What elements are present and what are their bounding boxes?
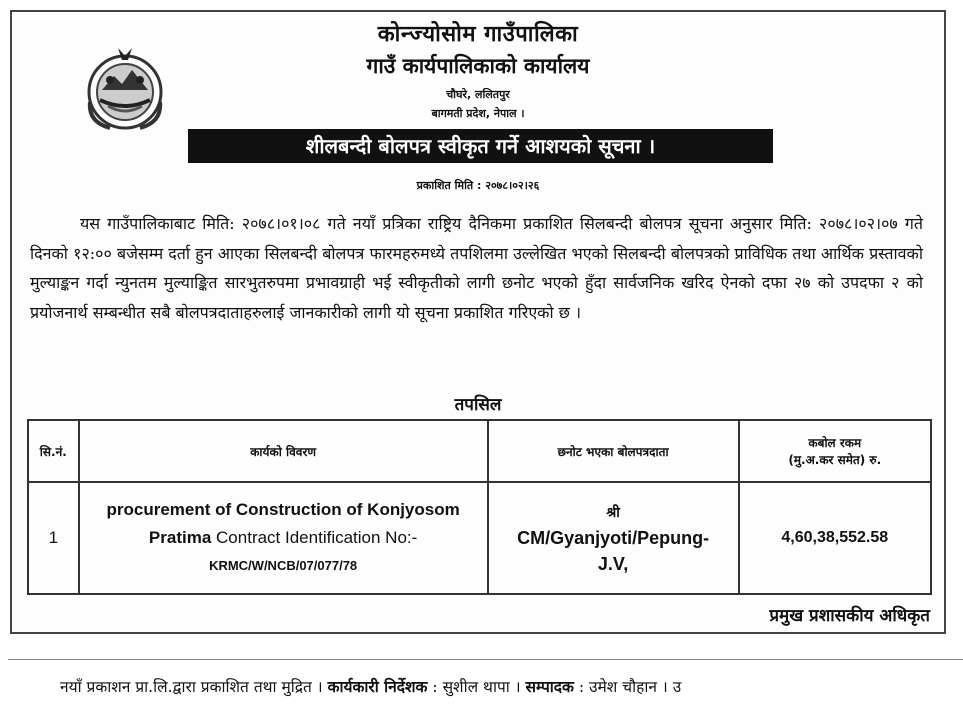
header-amount [739,420,931,482]
bidder-line1: CM/Gyanjyoti/Pepung- [517,528,710,548]
signature-title: प्रमुख प्रशासकीय अधिकृत [769,606,930,626]
footer-sep-2: : [578,678,585,696]
footer-publisher: नयाँ प्रकाशन प्रा.लि.द्वारा प्रकाशित तथा मुद्रित । [60,678,323,696]
footer-tail: उ [672,678,682,696]
footer-director-label: कार्यकारी निर्देशक [327,678,428,696]
footer-divider [8,659,963,660]
description-contract-id: KRMC/W/NCB/07/077/78 [209,558,358,573]
header-amount-line2: (मु.अ.कर समेत) रु. [788,453,882,467]
cell-sn: 1 [28,482,79,594]
footer-sep-1: : [432,678,438,696]
cell-amount: 4,60,38,552.58 [739,482,931,594]
notice-title: शीलबन्दी बोलपत्र स्वीकृत गर्ने आशयको सूचना । [188,129,773,163]
award-table [27,419,932,595]
description-contract-id-label: Contract Identification No:- [216,528,418,547]
description-pratima: Pratima [148,528,212,547]
municipality-name: कोन्ज्योसोम गाउँपालिका [377,22,579,47]
table-header-row [28,420,931,482]
header-description: कार्यको विवरण [79,420,488,482]
table-caption: तपसिल [454,395,502,415]
bidder-prefix: श्री [606,504,620,520]
header-bidder: छनोट भएका बोलपत्रदाता [488,420,739,482]
header-amount-line1: कबोल रकम [808,436,862,450]
footer-director-name: सुशील थापा । [442,678,521,696]
public-notice [10,10,946,634]
address-line-2: बागमती प्रदेश, नेपाल । [431,107,525,120]
footer-editor-name: उमेश चौहान । [589,678,668,696]
header-sn: सि.नं. [28,420,79,482]
address-line-1: चौघरे, ललितपुर [446,88,510,101]
bidder-line2: J.V, [597,554,629,574]
description-line1: procurement of Construction of Konjyosom [106,500,460,519]
notice-body: यस गाउँपालिकाबाट मिति: २०७८।०१।०८ गते नयाँ प्रत्रिका राष्ट्रिय दैनिकमा प्रकाशित सिलबन्दी बोलपत्र सूचना अनुसार मिति: २०७८।०२।०७ गते दिनको १२:०० बजेसम्म दर्ता हुन आएका सिलबन्दी बोलपत्र फारमहरुमध्ये तपशिलमा उल्लेखित भएको सिलबन्दी बोलपत्रको प्राविधिक तथा आर्थिक प्रस्तावको मुल्याङ्कन गर्दा न्युनतम मुल्याङ्कित सारभुतरुपमा प्रभावग्राही भई स्वीकृतीको लागी छनोट भएको हुँदा सार्वजनिक खरिद ऐनको दफा २७ को उपदफा २ को प्रयोजनार्थ सम्बन्धीत सबै बोलपत्रदाताहरुलाई जानकारीको लागी यो सूचना प्रकाशित गरिएको छ । [30,214,923,322]
table-row [28,482,931,594]
cell-bidder [488,482,739,594]
description-line2 [81,524,486,552]
publisher-footer [60,675,681,697]
published-date: प्रकाशित मिति : २०७८।०२।२६ [416,179,540,192]
cell-description [79,482,488,594]
office-name: गाउँ कार्यपालिकाको कार्यालय [366,54,590,78]
footer-editor-label: सम्पादक [525,678,574,696]
